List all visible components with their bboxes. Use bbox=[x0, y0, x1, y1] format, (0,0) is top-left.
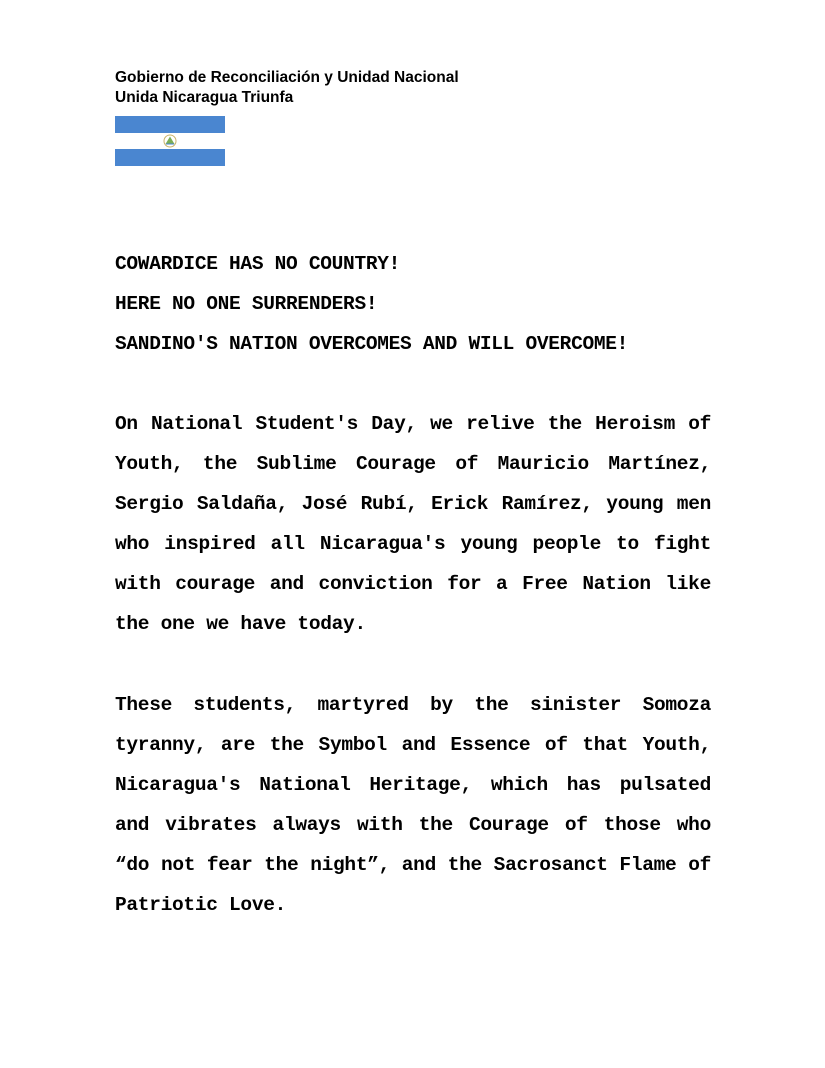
slogan-line: COWARDICE HAS NO COUNTRY! bbox=[115, 253, 401, 275]
paragraph-students-day: On National Student's Day, we relive the Heroism of Youth, the Sublime Courage of Mauricio Martínez, Sergio Saldaña, José Rubí, Erick Ramírez, young men who inspired all Nicaragua's young people to fight with courage and conviction for a Free Nation like the one we have today. bbox=[115, 413, 711, 636]
flag-emblem-icon bbox=[162, 134, 178, 148]
paragraph-martyred-students: These students, martyred by the sinister Somoza tyranny, are the Symbol and Essence of that Youth, Nicaragua's National Heritage, which has pulsated and vibrates always with the Courage of those who “do not fear the night”, and the Sacrosanct Flame of Patriotic Love. bbox=[115, 693, 711, 917]
document-page bbox=[115, 68, 711, 925]
flag-bottom-stripe bbox=[115, 149, 225, 166]
flag-top-stripe bbox=[115, 116, 225, 133]
letterhead bbox=[115, 68, 711, 108]
letterhead-motto: Unida Nicaragua Triunfa bbox=[115, 89, 294, 106]
slogan-line: HERE NO ONE SURRENDERS! bbox=[115, 293, 378, 315]
letterhead-government-name: Gobierno de Reconciliación y Unidad Nacional bbox=[115, 69, 459, 86]
slogans bbox=[115, 244, 711, 364]
slogan-line: SANDINO'S NATION OVERCOMES AND WILL OVERCOME! bbox=[115, 333, 629, 355]
nicaragua-flag-icon bbox=[115, 116, 225, 166]
